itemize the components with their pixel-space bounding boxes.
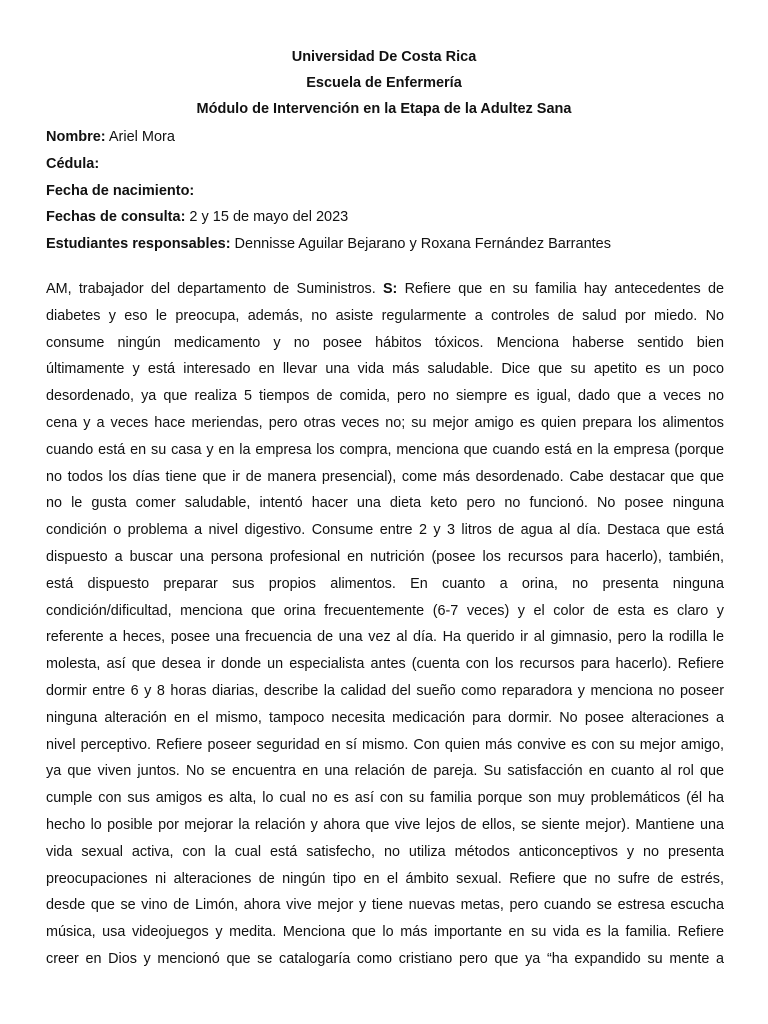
body-line: música, usa videojuegos y medita. Menciona que lo más importante en su vida es la familia. Refiere bbox=[46, 924, 724, 941]
clinical-narrative bbox=[46, 276, 724, 973]
body-line: referente a heces, posee una frecuencia de una vez al día. Ha querido ir al gimnasio, pero la rodilla le bbox=[46, 629, 724, 646]
field-nombre bbox=[46, 128, 175, 146]
body-line: molesta, así que desea ir donde un especialista antes (cuenta con los recursos para hacerlo). Refiere bbox=[46, 656, 724, 673]
module-title: Módulo de Intervención en la Etapa de la Adultez Sana bbox=[196, 101, 572, 117]
field-fecha-nacimiento bbox=[46, 182, 194, 200]
body-line: condición o problema a nivel digestivo. Consume entre 2 y 3 litros de agua al día. Destaca que está bbox=[46, 522, 724, 539]
body-line: condición/dificultad, menciona que orina frecuentemente (6-7 veces) y el color de esta es claro y bbox=[46, 602, 724, 619]
nombre-value: Ariel Mora bbox=[105, 129, 175, 145]
body-line: consume ningún medicamento y no posee hábitos tóxicos. Menciona haberse sentido bien bbox=[46, 334, 724, 351]
body-line: desde que se vino de Limón, ahora vive mejor y tiene nuevas metas, pero cuando se estresa escucha bbox=[46, 897, 724, 914]
body-line: cumple con sus amigos es alta, lo cual no es así con su familia porque son muy problemáticos (él ha bbox=[46, 790, 724, 807]
body-line: diabetes y eso le preocupa, además, no asiste regularmente a controles de salud por miedo. No bbox=[46, 307, 724, 324]
body-line: ya que viven juntos. No se encuentra en una relación de pareja. Su satisfacción en cuanto al rol que bbox=[46, 763, 724, 780]
body-line: últimamente y está interesado en llevar una vida más saludable. Dice que su apetito es un poco bbox=[46, 361, 724, 378]
body-line: ninguna alteración en el mismo, tampoco necesita medicación para dormir. No posee alteraciones a bbox=[46, 709, 724, 726]
nacimiento-label: Fecha de nacimiento: bbox=[46, 183, 195, 199]
body-line-1-text: AM, trabajador del departamento de Suministros. bbox=[46, 281, 383, 297]
body-line: vida sexual activa, con la cual está satisfecho, no utiliza métodos anticonceptivos y no presenta bbox=[46, 843, 724, 860]
body-line: está dispuesto preparar sus propios alimentos. En cuanto a orina, no presenta ninguna bbox=[46, 575, 724, 592]
consulta-label: Fechas de consulta: bbox=[46, 209, 186, 225]
body-line: dormir entre 6 y 8 horas diarias, describe la calidad del sueño como reparadora y menciona no poseer bbox=[46, 682, 724, 699]
estudiantes-label: Estudiantes responsables: bbox=[46, 236, 231, 252]
consulta-value: 2 y 15 de mayo del 2023 bbox=[185, 209, 349, 225]
estudiantes-value: Dennisse Aguilar Bejarano y Roxana Fernández Barrantes bbox=[230, 236, 611, 252]
s-label: S: bbox=[382, 281, 398, 297]
field-cedula bbox=[46, 155, 99, 173]
body-line: creer en Dios y mencionó que se catalogaría como cristiano pero que ya “ha expandido su mente a bbox=[46, 950, 724, 967]
body-line: no todos los días tiene que ir de manera presencial), come más desordenado. Cabe destacar que que bbox=[46, 468, 724, 485]
field-estudiantes bbox=[46, 235, 611, 253]
university-title: Universidad De Costa Rica bbox=[291, 49, 477, 65]
school-title: Escuela de Enfermería bbox=[306, 75, 462, 91]
nombre-label: Nombre: bbox=[46, 129, 106, 145]
body-line-1 bbox=[46, 276, 724, 303]
body-line: preocupaciones ni alteraciones de ningún tipo en el ámbito sexual. Refiere que no sufre de estrés, bbox=[46, 870, 724, 887]
body-line: hecho lo posible por mejorar la relación y ahora que vive lejos de ellos, se siente mejor). Mantiene una bbox=[46, 816, 724, 833]
cedula-label: Cédula: bbox=[46, 156, 100, 172]
body-line: nivel perceptivo. Refiere poseer seguridad en sí mismo. Con quien más convive es con su mejor amigo, bbox=[46, 736, 724, 753]
body-line: dispuesto a buscar una persona profesional en nutrición (posee los recursos para hacerlo), también, bbox=[46, 548, 724, 565]
s-text: Refiere que en su familia hay antecedentes de bbox=[397, 281, 724, 297]
body-line: cuando está en su casa y en la empresa los compra, menciona que cuando está en la empresa (porque bbox=[46, 441, 724, 458]
field-fechas-consulta bbox=[46, 208, 348, 226]
body-line: no le gusta comer saludable, intentó hacer una dieta keto pero no funcionó. No posee ninguna bbox=[46, 495, 724, 512]
body-line: desordenado, ya que realiza 5 tiempos de comida, pero no siempre es igual, dado que a veces no bbox=[46, 388, 724, 405]
body-line: cena y a veces hace meriendas, pero otras veces no; su mejor amigo es quien prepara los alimentos bbox=[46, 414, 724, 431]
